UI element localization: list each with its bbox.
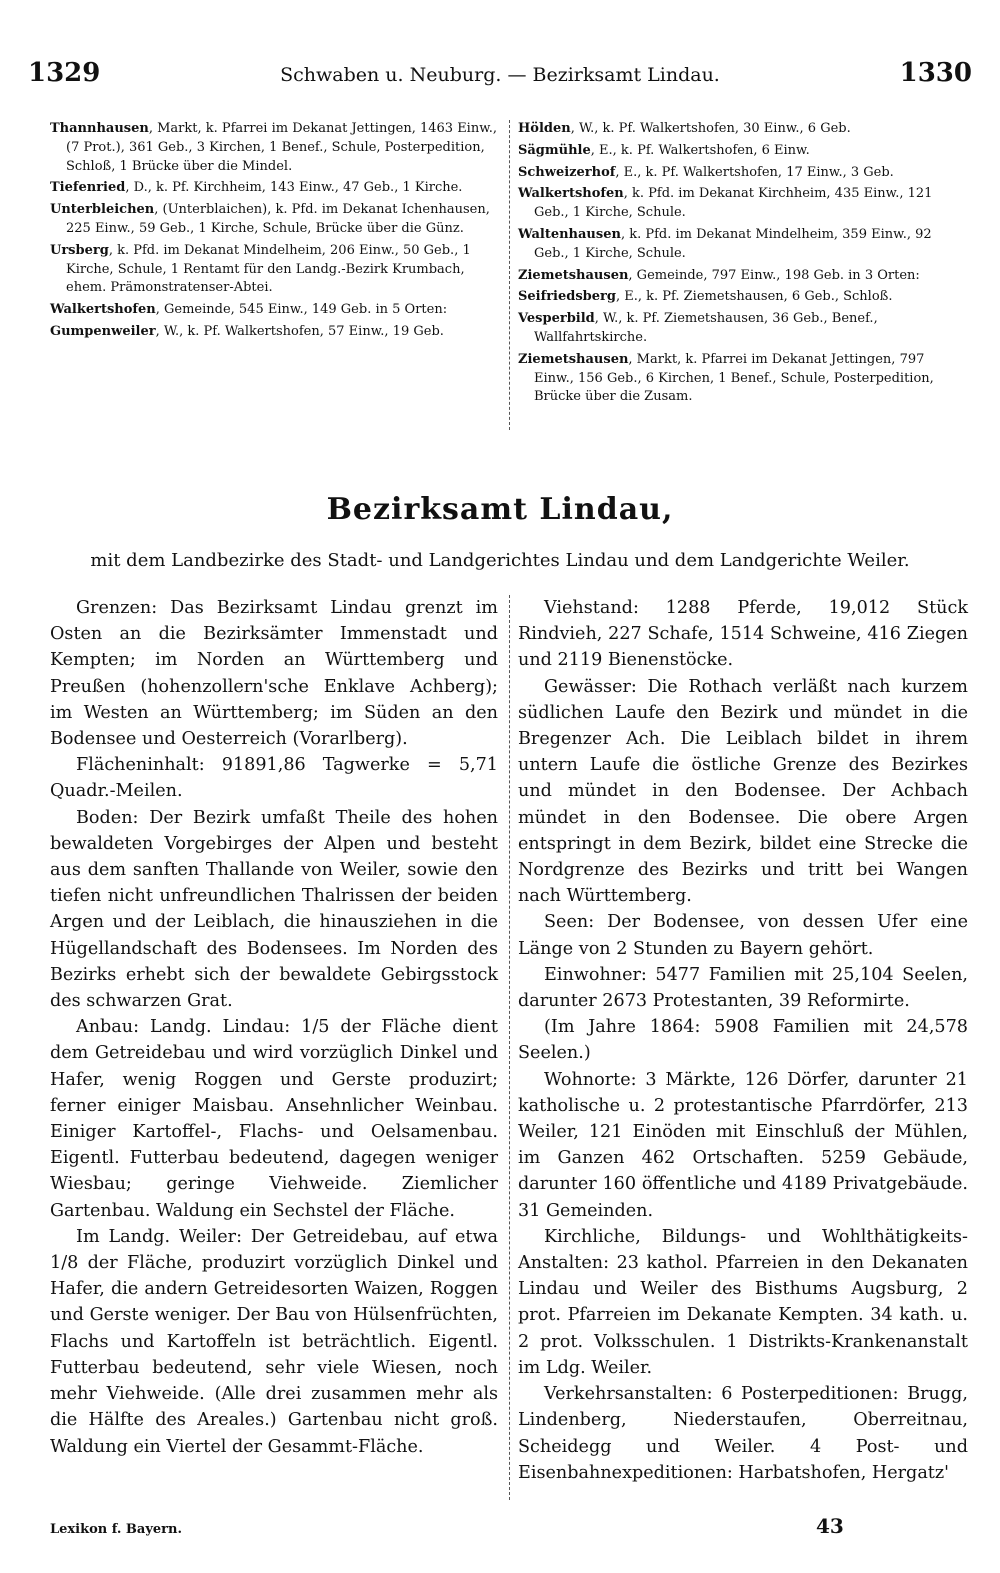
gazetteer-entry: Tiefenried, D., k. Pf. Kirchheim, 143 Einw., 47 Geb., 1 Kirche. bbox=[50, 180, 463, 196]
gazetteer-entry: Gumpenweiler, W., k. Pf. Walkertshofen, 57 Einw., 19 Geb. bbox=[50, 323, 444, 339]
body-paragraph: Grenzen: Das Bezirksamt Lindau grenzt im Osten an die Bezirksämter Immenstadt und Kempten; im Norden an Württemberg und Preußen (hohenzollern'sche Enklave Achberg); im Westen an Württemberg; im Süden an den Bodensee und Oesterreich (Vorarlberg). bbox=[50, 598, 498, 750]
gazetteer-entry: Waltenhausen, k. Pfd. im Dekanat Mindelheim, 359 Einw., 92 Geb., 1 Kirche, Schule. bbox=[518, 226, 932, 261]
body-paragraph: Boden: Der Bezirk umfaßt Theile des hohen bewaldeten Vorgebirges der Alpen und besteht aus dem sanften Thallande von Weiler, sowie den tiefen nicht unfreundlichen Thalrissen der beiden Argen und der Leiblach, die hinausziehen in die Hügellandschaft des Bodensees. Im Norden des Bezirks erhebt sich der bewaldete Gebirgsstock des schwarzen Grat. bbox=[50, 807, 498, 1012]
body-paragraph: Im Landg. Weiler: Der Getreidebau, auf etwa 1/8 der Fläche, produzirt vorzüglich Dinkel und Hafer, die andern Getreidesorten Waizen, Roggen und Gerste weniger. Der Bau von Hülsenfrüchten, Flachs und Kartoffeln ist beträchtlich. Eigentl. Futterbau bedeutend, sehr viele Wiesen, noch mehr Viehweide. (Alle drei zusammen mehr als die Hälfte des Areales.) Gartenbau nicht groß. Waldung ein Viertel der Gesammt-Fläche. bbox=[50, 1226, 498, 1457]
gazetteer-entry: Schweizerhof, E., k. Pf. Walkertshofen, 17 Einw., 3 Geb. bbox=[518, 164, 894, 180]
section-subtitle: mit dem Landbezirke des Stadt- und Landgerichtes Lindau und dem Landgerichte Weiler. bbox=[90, 550, 910, 571]
body-paragraph: Flächeninhalt: 91891,86 Tagwerke = 5,71 Quadr.-Meilen. bbox=[50, 755, 498, 802]
page-number-right: 1330 bbox=[899, 58, 972, 88]
body-paragraph: Seen: Der Bodensee, von dessen Ufer eine Länge von 2 Stunden zu Bayern gehört. bbox=[518, 912, 968, 959]
gazetteer-entry: Walkertshofen, k. Pfd. im Dekanat Kirchheim, 435 Einw., 121 Geb., 1 Kirche, Schule. bbox=[518, 186, 933, 221]
gazetteer-entry: Thannhausen, Markt, k. Pfarrei im Dekanat Jettingen, 1463 Einw., (7 Prot.), 361 Geb., 3 Kirchen, 1 Benef., Schule, Posterpedition, Schloß, 1 Brücke über die Mindel. bbox=[50, 121, 498, 174]
body-paragraph: (Im Jahre 1864: 5908 Familien mit 24,578 Seelen.) bbox=[518, 1017, 968, 1064]
body-paragraph: Anbau: Landg. Lindau: 1/5 der Fläche dient dem Getreidebau und wird vorzüglich Dinkel und Hafer, wenig Roggen und Gerste produzirt; ferner einiger Maisbau. Ansehnlicher Weinbau. Einiger Kartoffel-, Flachs- und Oelsamenbau. Eigentl. Futterbau bedeutend, dagegen weniger Wiesbau; geringe Viehweide. Ziemlicher Gartenbau. Waldung ein Sechstel der Fläche. bbox=[50, 1017, 498, 1221]
body-paragraph: Gewässer: Die Rothach verläßt nach kurzem südlichen Laufe den Bezirk und mündet in die Bregenzer Ach. Die Leiblach bildet in ihrem untern Laufe die östliche Grenze des Bezirkes und mündet in den Bodensee. Der Achbach mündet in den Bodensee. Die obere Argen entspringt in dem Bezirk, bildet eine Strecke die Nordgrenze des Bezirks und tritt bei Wangen nach Württemberg. bbox=[518, 676, 968, 907]
page-header bbox=[28, 58, 972, 98]
body-right-column bbox=[518, 595, 968, 1486]
top-left-column bbox=[50, 120, 498, 345]
column-divider-top bbox=[509, 120, 510, 430]
gazetteer-entry: Ursberg, k. Pfd. im Dekanat Mindelheim, 206 Einw., 50 Geb., 1 Kirche, Schule, 1 Rentamt für den Landg.-Bezirk Krumbach, ehem. Prämonstratenser-Abtei. bbox=[50, 242, 471, 296]
column-divider-body bbox=[509, 595, 510, 1500]
page-number-left: 1329 bbox=[28, 58, 101, 88]
body-paragraph: Verkehrsanstalten: 6 Posterpeditionen: Brugg, Lindenberg, Niederstaufen, Oberreitnau, Scheidegg und Weiler. 4 Post- und Eisenbahnexpeditionen: Harbatshofen, Hergatz' bbox=[518, 1384, 968, 1483]
section-title: Bezirksamt Lindau, bbox=[326, 492, 674, 527]
body-left-column bbox=[50, 595, 498, 1460]
gazetteer-entry: Vesperbild, W., k. Pf. Ziemetshausen, 36 Geb., Benef., Wallfahrtskirche. bbox=[518, 311, 878, 345]
top-right-column bbox=[518, 120, 968, 410]
body-paragraph: Kirchliche, Bildungs- und Wohlthätigkeits-Anstalten: 23 kathol. Pfarreien in den Dekanaten Lindau und Weiler des Bisthums Augsburg, 2 prot. Pfarreien im Dekanate Kempten. 34 kath. u. 2 prot. Volksschulen. 1 Distrikts-Krankenanstalt im Ldg. Weiler. bbox=[518, 1226, 968, 1378]
running-title: Schwaben u. Neuburg. — Bezirksamt Lindau. bbox=[280, 64, 720, 86]
gazetteer-entry: Ziemetshausen, Gemeinde, 797 Einw., 198 Geb. in 3 Orten: bbox=[518, 267, 920, 283]
gazetteer-entry: Ziemetshausen, Markt, k. Pfarrei im Dekanat Jettingen, 797 Einw., 156 Geb., 6 Kirchen, 1 Benef., Schule, Posterpedition, Brücke über die Zusam. bbox=[518, 351, 934, 405]
gazetteer-entry: Walkertshofen, Gemeinde, 545 Einw., 149 Geb. in 5 Orten: bbox=[50, 302, 448, 318]
footer-publication: Lexikon f. Bayern. bbox=[50, 1522, 182, 1537]
signature-mark: 43 bbox=[816, 1514, 844, 1538]
gazetteer-entry: Seifriedsberg, E., k. Pf. Ziemetshausen, 6 Geb., Schloß. bbox=[518, 289, 893, 305]
body-paragraph: Viehstand: 1288 Pferde, 19,012 Stück Rindvieh, 227 Schafe, 1514 Schweine, 416 Ziegen und 2119 Bienenstöcke. bbox=[518, 598, 968, 671]
gazetteer-entry: Unterbleichen, (Unterblaichen), k. Pfd. im Dekanat Ichenhausen, 225 Einw., 59 Geb., 1 Kirche, Schule, Brücke über die Günz. bbox=[50, 202, 490, 236]
body-paragraph: Einwohner: 5477 Familien mit 25,104 Seelen, darunter 2673 Protestanten, 39 Reformirte. bbox=[518, 964, 968, 1012]
gazetteer-entry: Hölden, W., k. Pf. Walkertshofen, 30 Einw., 6 Geb. bbox=[518, 121, 851, 136]
body-paragraph: Wohnorte: 3 Märkte, 126 Dörfer, darunter 21 katholische u. 2 protestantische Pfarrdörfer, 213 Weiler, 121 Einöden mit Einschluß der Mühlen, im Ganzen 462 Ortschaften. 5259 Gebäude, darunter 160 öffentliche und 4189 Privatgebäude. 31 Gemeinden. bbox=[518, 1069, 968, 1221]
gazetteer-entry: Sägmühle, E., k. Pf. Walkertshofen, 6 Einw. bbox=[518, 142, 810, 158]
